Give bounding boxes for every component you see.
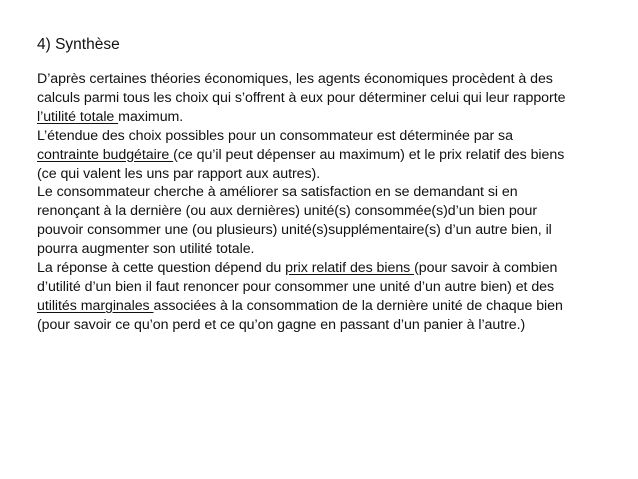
text-line [37, 240, 635, 259]
text-segment: (ce qu’il peut dépenser au maximum) et le prix relatif des biens [173, 146, 565, 163]
paragraph-4 [37, 259, 635, 335]
text-line [37, 146, 635, 165]
text-line [37, 70, 635, 89]
underlined-term: l’utilité totale [37, 108, 119, 125]
underlined-term: contrainte budgétaire [37, 146, 174, 163]
text-segment: d’utilité d’un bien il faut renoncer pour consommer une unité d’un autre bien) et des [37, 278, 555, 295]
text-segment: pourra augmenter son utilité totale. [37, 241, 255, 258]
slide-body [37, 70, 635, 335]
text-segment: L’étendue des choix possibles pour un consommateur est déterminée par sa [37, 127, 513, 144]
text-line [37, 221, 635, 240]
paragraph-3 [37, 183, 635, 259]
text-line [37, 108, 635, 127]
text-line [37, 297, 635, 316]
text-line [37, 202, 635, 221]
text-line [37, 89, 635, 108]
text-segment: Le consommateur cherche à améliorer sa satisfaction en se demandant si en [37, 184, 518, 201]
paragraph-1 [37, 70, 635, 127]
text-line [37, 183, 635, 202]
text-line [37, 316, 635, 335]
text-line [37, 165, 635, 184]
text-segment: renonçant à la dernière (ou aux dernières) unité(s) consommée(s)d’un bien pour [37, 203, 538, 220]
slide-title: 4) Synthèse [37, 36, 120, 53]
text-segment: associées à la consommation de la dernière unité de chaque bien [153, 297, 563, 314]
text-segment: pouvoir consommer une (ou plusieurs) unité(s)supplémentaire(s) d’un autre bien, il [37, 222, 552, 239]
text-line [37, 259, 635, 278]
text-line [37, 278, 635, 297]
text-segment: (ce qui valent les uns par rapport aux autres). [37, 165, 321, 182]
text-segment: (pour savoir à combien [414, 260, 558, 277]
text-segment: (pour savoir ce qu’on perd et ce qu’on gagne en passant d’un panier à l’autre.) [37, 316, 526, 333]
text-segment: D’après certaines théories économiques, les agents économiques procèdent à des [37, 71, 553, 87]
text-line [37, 127, 635, 146]
paragraph-2 [37, 127, 635, 184]
text-segment: La réponse à cette question dépend du [37, 260, 286, 277]
text-segment: maximum. [118, 108, 184, 125]
text-segment: calculs parmi tous les choix qui s’offrent à eux pour déterminer celui qui leur rapporte [37, 89, 566, 106]
underlined-term: utilités marginales [37, 297, 154, 314]
underlined-term: prix relatif des biens [285, 260, 415, 277]
